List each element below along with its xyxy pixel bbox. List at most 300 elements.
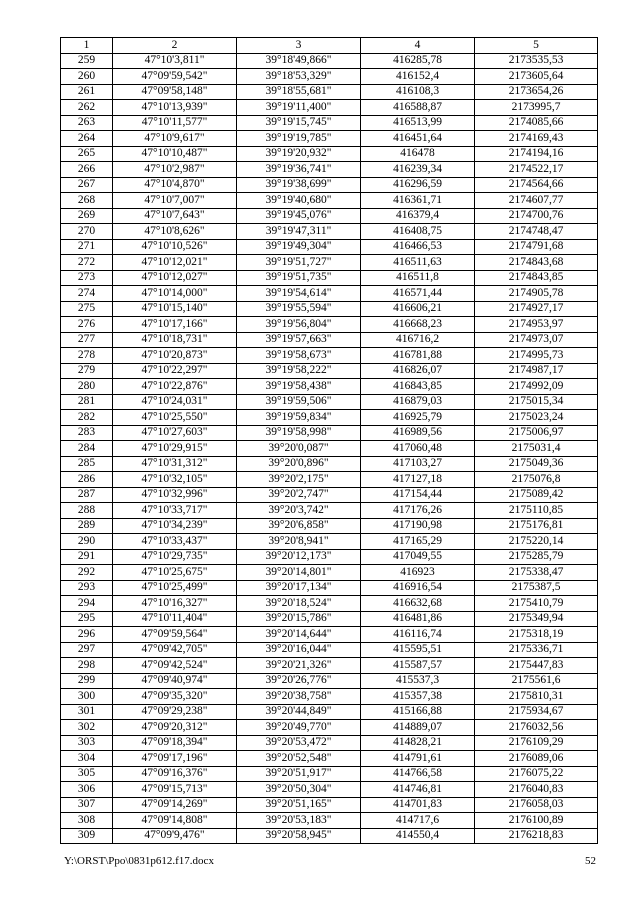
point-number-cell: 265 xyxy=(61,146,113,162)
point-number-cell: 290 xyxy=(61,534,113,550)
table-row xyxy=(61,208,598,224)
coord-y-cell: 2175220,14 xyxy=(475,534,598,550)
longitude-cell: 39°20'0,896" xyxy=(237,456,361,472)
longitude-cell: 39°20'2,175" xyxy=(237,472,361,488)
point-number-cell: 303 xyxy=(61,735,113,751)
coord-x-cell: 416781,88 xyxy=(361,348,475,364)
coord-x-cell: 417049,55 xyxy=(361,549,475,565)
point-number-cell: 305 xyxy=(61,766,113,782)
coord-x-cell: 416451,64 xyxy=(361,131,475,147)
longitude-cell: 39°19'36,741" xyxy=(237,162,361,178)
longitude-cell: 39°20'58,945" xyxy=(237,828,361,844)
table-row xyxy=(61,332,598,348)
point-number-cell: 306 xyxy=(61,782,113,798)
longitude-cell: 39°19'15,745" xyxy=(237,115,361,131)
coord-y-cell: 2175349,94 xyxy=(475,611,598,627)
latitude-cell: 47°10'11,404" xyxy=(113,611,237,627)
coord-y-cell: 2176058,03 xyxy=(475,797,598,813)
longitude-cell: 39°18'53,329" xyxy=(237,69,361,85)
latitude-cell: 47°10'22,876" xyxy=(113,379,237,395)
latitude-cell: 47°10'3,811" xyxy=(113,53,237,69)
coord-x-cell: 416925,79 xyxy=(361,410,475,426)
latitude-cell: 47°09'59,542" xyxy=(113,69,237,85)
longitude-cell: 39°19'19,785" xyxy=(237,131,361,147)
table-row xyxy=(61,735,598,751)
point-number-cell: 261 xyxy=(61,84,113,100)
table-row xyxy=(61,131,598,147)
header-row xyxy=(61,38,598,54)
longitude-cell: 39°19'45,076" xyxy=(237,208,361,224)
coord-y-cell: 2174905,78 xyxy=(475,286,598,302)
coord-y-cell: 2174953,97 xyxy=(475,317,598,333)
table-row xyxy=(61,115,598,131)
longitude-cell: 39°20'21,326" xyxy=(237,658,361,674)
latitude-cell: 47°10'15,140" xyxy=(113,301,237,317)
footer-page-number: 52 xyxy=(585,855,596,867)
table-row xyxy=(61,69,598,85)
table-row xyxy=(61,239,598,255)
longitude-cell: 39°20'14,644" xyxy=(237,627,361,643)
coord-y-cell: 2174194,16 xyxy=(475,146,598,162)
longitude-cell: 39°20'3,742" xyxy=(237,503,361,519)
coord-x-cell: 414701,83 xyxy=(361,797,475,813)
coord-x-cell: 415537,3 xyxy=(361,673,475,689)
latitude-cell: 47°10'27,603" xyxy=(113,425,237,441)
point-number-cell: 276 xyxy=(61,317,113,333)
point-number-cell: 298 xyxy=(61,658,113,674)
footer-file-path: Y:\ORST\Ppo\0831p612.f17.docx xyxy=(64,855,214,867)
longitude-cell: 39°20'8,941" xyxy=(237,534,361,550)
coord-x-cell: 414889,07 xyxy=(361,720,475,736)
table-row xyxy=(61,84,598,100)
longitude-cell: 39°19'49,304" xyxy=(237,239,361,255)
coord-x-cell: 417165,29 xyxy=(361,534,475,550)
coord-y-cell: 2173995,7 xyxy=(475,100,598,116)
coord-x-cell: 416826,07 xyxy=(361,363,475,379)
coord-x-cell: 416632,68 xyxy=(361,596,475,612)
longitude-cell: 39°19'59,834" xyxy=(237,410,361,426)
latitude-cell: 47°10'10,526" xyxy=(113,239,237,255)
longitude-cell: 39°20'26,776" xyxy=(237,673,361,689)
point-number-cell: 270 xyxy=(61,224,113,240)
longitude-cell: 39°18'55,681" xyxy=(237,84,361,100)
latitude-cell: 47°10'34,239" xyxy=(113,518,237,534)
point-number-cell: 278 xyxy=(61,348,113,364)
point-number-cell: 268 xyxy=(61,193,113,209)
table-row xyxy=(61,394,598,410)
longitude-cell: 39°19'58,998" xyxy=(237,425,361,441)
latitude-cell: 47°09'15,713" xyxy=(113,782,237,798)
point-number-cell: 274 xyxy=(61,286,113,302)
coord-y-cell: 2176032,56 xyxy=(475,720,598,736)
latitude-cell: 47°09'58,148" xyxy=(113,84,237,100)
point-number-cell: 293 xyxy=(61,580,113,596)
point-number-cell: 301 xyxy=(61,704,113,720)
coord-y-cell: 2176109,29 xyxy=(475,735,598,751)
table-row xyxy=(61,363,598,379)
coord-y-cell: 2175006,97 xyxy=(475,425,598,441)
latitude-cell: 47°10'18,731" xyxy=(113,332,237,348)
coord-x-cell: 416588,87 xyxy=(361,100,475,116)
longitude-cell: 39°20'53,472" xyxy=(237,735,361,751)
point-number-cell: 282 xyxy=(61,410,113,426)
coord-x-cell: 417190,98 xyxy=(361,518,475,534)
coord-y-cell: 2173535,53 xyxy=(475,53,598,69)
coord-y-cell: 2174564,66 xyxy=(475,177,598,193)
coord-y-cell: 2174843,85 xyxy=(475,270,598,286)
coord-x-cell: 416668,23 xyxy=(361,317,475,333)
coord-y-cell: 2174791,68 xyxy=(475,239,598,255)
point-number-cell: 266 xyxy=(61,162,113,178)
coord-y-cell: 2174973,07 xyxy=(475,332,598,348)
point-number-cell: 286 xyxy=(61,472,113,488)
point-number-cell: 264 xyxy=(61,131,113,147)
point-number-cell: 287 xyxy=(61,487,113,503)
table-row xyxy=(61,270,598,286)
table-body xyxy=(61,53,598,844)
point-number-cell: 308 xyxy=(61,813,113,829)
latitude-cell: 47°10'16,327" xyxy=(113,596,237,612)
coord-y-cell: 2174607,77 xyxy=(475,193,598,209)
longitude-cell: 39°20'12,173" xyxy=(237,549,361,565)
table-row xyxy=(61,472,598,488)
table-row xyxy=(61,611,598,627)
coord-x-cell: 416481,86 xyxy=(361,611,475,627)
point-number-cell: 291 xyxy=(61,549,113,565)
coord-y-cell: 2174748,47 xyxy=(475,224,598,240)
longitude-cell: 39°20'50,304" xyxy=(237,782,361,798)
longitude-cell: 39°19'51,727" xyxy=(237,255,361,271)
longitude-cell: 39°19'20,932" xyxy=(237,146,361,162)
table-row xyxy=(61,379,598,395)
latitude-cell: 47°10'20,873" xyxy=(113,348,237,364)
latitude-cell: 47°10'10,487" xyxy=(113,146,237,162)
point-number-cell: 273 xyxy=(61,270,113,286)
coord-x-cell: 416843,85 xyxy=(361,379,475,395)
coord-y-cell: 2175049,36 xyxy=(475,456,598,472)
table-row xyxy=(61,348,598,364)
longitude-cell: 39°20'44,849" xyxy=(237,704,361,720)
latitude-cell: 47°10'11,577" xyxy=(113,115,237,131)
point-number-cell: 279 xyxy=(61,363,113,379)
coord-y-cell: 2174522,17 xyxy=(475,162,598,178)
point-number-cell: 271 xyxy=(61,239,113,255)
coord-x-cell: 416989,56 xyxy=(361,425,475,441)
point-number-cell: 307 xyxy=(61,797,113,813)
coord-x-cell: 416466,53 xyxy=(361,239,475,255)
coord-x-cell: 416879,03 xyxy=(361,394,475,410)
point-number-cell: 294 xyxy=(61,596,113,612)
coord-y-cell: 2174987,17 xyxy=(475,363,598,379)
latitude-cell: 47°10'2,987" xyxy=(113,162,237,178)
coord-y-cell: 2175031,4 xyxy=(475,441,598,457)
coord-y-cell: 2175176,81 xyxy=(475,518,598,534)
coord-x-cell: 417154,44 xyxy=(361,487,475,503)
coord-y-cell: 2174085,66 xyxy=(475,115,598,131)
longitude-cell: 39°20'52,548" xyxy=(237,751,361,767)
latitude-cell: 47°10'9,617" xyxy=(113,131,237,147)
table-row xyxy=(61,410,598,426)
latitude-cell: 47°10'22,297" xyxy=(113,363,237,379)
coord-y-cell: 2176218,83 xyxy=(475,828,598,844)
longitude-cell: 39°19'40,680" xyxy=(237,193,361,209)
coord-y-cell: 2175336,71 xyxy=(475,642,598,658)
table-row xyxy=(61,146,598,162)
coord-y-cell: 2175110,85 xyxy=(475,503,598,519)
coord-x-cell: 416923 xyxy=(361,565,475,581)
header-cell-1: 1 xyxy=(61,38,113,54)
coord-x-cell: 417103,27 xyxy=(361,456,475,472)
coord-x-cell: 416511,63 xyxy=(361,255,475,271)
longitude-cell: 39°19'58,673" xyxy=(237,348,361,364)
latitude-cell: 47°10'7,643" xyxy=(113,208,237,224)
longitude-cell: 39°20'16,044" xyxy=(237,642,361,658)
coord-x-cell: 416296,59 xyxy=(361,177,475,193)
coord-y-cell: 2174843,68 xyxy=(475,255,598,271)
longitude-cell: 39°20'53,183" xyxy=(237,813,361,829)
point-number-cell: 295 xyxy=(61,611,113,627)
longitude-cell: 39°18'49,866" xyxy=(237,53,361,69)
coord-x-cell: 416361,71 xyxy=(361,193,475,209)
table-row xyxy=(61,565,598,581)
coord-x-cell: 417176,26 xyxy=(361,503,475,519)
point-number-cell: 289 xyxy=(61,518,113,534)
latitude-cell: 47°09'40,974" xyxy=(113,673,237,689)
coord-y-cell: 2174995,73 xyxy=(475,348,598,364)
table-row xyxy=(61,766,598,782)
table-row xyxy=(61,549,598,565)
latitude-cell: 47°10'33,717" xyxy=(113,503,237,519)
latitude-cell: 47°10'25,499" xyxy=(113,580,237,596)
longitude-cell: 39°20'51,917" xyxy=(237,766,361,782)
coord-x-cell: 414766,58 xyxy=(361,766,475,782)
coord-x-cell: 414791,61 xyxy=(361,751,475,767)
point-number-cell: 299 xyxy=(61,673,113,689)
coordinates-table-container xyxy=(60,37,597,844)
table-row xyxy=(61,689,598,705)
longitude-cell: 39°20'18,524" xyxy=(237,596,361,612)
longitude-cell: 39°20'51,165" xyxy=(237,797,361,813)
point-number-cell: 263 xyxy=(61,115,113,131)
longitude-cell: 39°19'56,804" xyxy=(237,317,361,333)
coord-x-cell: 416108,3 xyxy=(361,84,475,100)
latitude-cell: 47°10'25,675" xyxy=(113,565,237,581)
point-number-cell: 297 xyxy=(61,642,113,658)
latitude-cell: 47°09'35,320" xyxy=(113,689,237,705)
coord-x-cell: 415166,88 xyxy=(361,704,475,720)
coord-y-cell: 2175447,83 xyxy=(475,658,598,674)
coord-y-cell: 2174169,43 xyxy=(475,131,598,147)
latitude-cell: 47°09'20,312" xyxy=(113,720,237,736)
coord-x-cell: 417060,48 xyxy=(361,441,475,457)
point-number-cell: 304 xyxy=(61,751,113,767)
coord-x-cell: 417127,18 xyxy=(361,472,475,488)
latitude-cell: 47°09'14,269" xyxy=(113,797,237,813)
point-number-cell: 284 xyxy=(61,441,113,457)
coord-y-cell: 2175934,67 xyxy=(475,704,598,720)
coord-y-cell: 2175285,79 xyxy=(475,549,598,565)
latitude-cell: 47°09'14,808" xyxy=(113,813,237,829)
longitude-cell: 39°20'6,858" xyxy=(237,518,361,534)
table-row xyxy=(61,580,598,596)
coord-x-cell: 416379,4 xyxy=(361,208,475,224)
table-row xyxy=(61,534,598,550)
table-row xyxy=(61,503,598,519)
table-row xyxy=(61,642,598,658)
table-row xyxy=(61,456,598,472)
coord-x-cell: 414828,21 xyxy=(361,735,475,751)
longitude-cell: 39°19'57,663" xyxy=(237,332,361,348)
table-row xyxy=(61,797,598,813)
coord-x-cell: 415587,57 xyxy=(361,658,475,674)
point-number-cell: 280 xyxy=(61,379,113,395)
point-number-cell: 296 xyxy=(61,627,113,643)
point-number-cell: 262 xyxy=(61,100,113,116)
longitude-cell: 39°20'2,747" xyxy=(237,487,361,503)
coord-y-cell: 2175410,79 xyxy=(475,596,598,612)
coord-y-cell: 2175015,34 xyxy=(475,394,598,410)
point-number-cell: 302 xyxy=(61,720,113,736)
point-number-cell: 277 xyxy=(61,332,113,348)
table-row xyxy=(61,704,598,720)
coord-y-cell: 2175089,42 xyxy=(475,487,598,503)
coordinates-table xyxy=(60,37,598,844)
coord-y-cell: 2175561,6 xyxy=(475,673,598,689)
coord-x-cell: 416116,74 xyxy=(361,627,475,643)
longitude-cell: 39°19'55,594" xyxy=(237,301,361,317)
table-row xyxy=(61,658,598,674)
table-row xyxy=(61,162,598,178)
point-number-cell: 300 xyxy=(61,689,113,705)
point-number-cell: 309 xyxy=(61,828,113,844)
point-number-cell: 292 xyxy=(61,565,113,581)
table-row xyxy=(61,224,598,240)
latitude-cell: 47°10'17,166" xyxy=(113,317,237,333)
coord-x-cell: 416571,44 xyxy=(361,286,475,302)
latitude-cell: 47°10'13,939" xyxy=(113,100,237,116)
coord-x-cell: 415595,51 xyxy=(361,642,475,658)
header-cell-3: 3 xyxy=(237,38,361,54)
longitude-cell: 39°20'49,770" xyxy=(237,720,361,736)
coord-y-cell: 2176075,22 xyxy=(475,766,598,782)
coord-x-cell: 416513,99 xyxy=(361,115,475,131)
coord-x-cell: 416478 xyxy=(361,146,475,162)
latitude-cell: 47°09'59,564" xyxy=(113,627,237,643)
table-row xyxy=(61,193,598,209)
latitude-cell: 47°10'25,550" xyxy=(113,410,237,426)
latitude-cell: 47°10'14,000" xyxy=(113,286,237,302)
latitude-cell: 47°10'29,735" xyxy=(113,549,237,565)
latitude-cell: 47°09'17,196" xyxy=(113,751,237,767)
longitude-cell: 39°19'58,438" xyxy=(237,379,361,395)
latitude-cell: 47°10'8,626" xyxy=(113,224,237,240)
point-number-cell: 272 xyxy=(61,255,113,271)
latitude-cell: 47°10'12,021" xyxy=(113,255,237,271)
latitude-cell: 47°09'29,238" xyxy=(113,704,237,720)
coord-x-cell: 416285,78 xyxy=(361,53,475,69)
coord-x-cell: 416239,34 xyxy=(361,162,475,178)
table-row xyxy=(61,100,598,116)
coord-x-cell: 416606,21 xyxy=(361,301,475,317)
longitude-cell: 39°19'59,506" xyxy=(237,394,361,410)
coord-x-cell: 416716,2 xyxy=(361,332,475,348)
coord-x-cell: 415357,38 xyxy=(361,689,475,705)
table-row xyxy=(61,518,598,534)
point-number-cell: 285 xyxy=(61,456,113,472)
coord-x-cell: 414550,4 xyxy=(361,828,475,844)
point-number-cell: 259 xyxy=(61,53,113,69)
longitude-cell: 39°20'14,801" xyxy=(237,565,361,581)
coord-y-cell: 2173654,26 xyxy=(475,84,598,100)
header-cell-4: 4 xyxy=(361,38,475,54)
latitude-cell: 47°09'42,705" xyxy=(113,642,237,658)
longitude-cell: 39°19'54,614" xyxy=(237,286,361,302)
table-row xyxy=(61,751,598,767)
table-row xyxy=(61,627,598,643)
table-row xyxy=(61,441,598,457)
table-row xyxy=(61,301,598,317)
longitude-cell: 39°19'51,735" xyxy=(237,270,361,286)
latitude-cell: 47°10'4,870" xyxy=(113,177,237,193)
latitude-cell: 47°09'16,376" xyxy=(113,766,237,782)
table-row xyxy=(61,425,598,441)
latitude-cell: 47°10'29,915" xyxy=(113,441,237,457)
table-row xyxy=(61,53,598,69)
coord-x-cell: 416408,75 xyxy=(361,224,475,240)
table-row xyxy=(61,782,598,798)
latitude-cell: 47°09'9,476" xyxy=(113,828,237,844)
coord-y-cell: 2175387,5 xyxy=(475,580,598,596)
table-row xyxy=(61,487,598,503)
coord-x-cell: 414717,6 xyxy=(361,813,475,829)
latitude-cell: 47°10'32,105" xyxy=(113,472,237,488)
point-number-cell: 275 xyxy=(61,301,113,317)
latitude-cell: 47°10'7,007" xyxy=(113,193,237,209)
latitude-cell: 47°10'33,437" xyxy=(113,534,237,550)
table-row xyxy=(61,673,598,689)
coord-y-cell: 2174992,09 xyxy=(475,379,598,395)
table-row xyxy=(61,828,598,844)
longitude-cell: 39°20'0,087" xyxy=(237,441,361,457)
coord-y-cell: 2175023,24 xyxy=(475,410,598,426)
point-number-cell: 260 xyxy=(61,69,113,85)
header-cell-2: 2 xyxy=(113,38,237,54)
point-number-cell: 281 xyxy=(61,394,113,410)
coord-y-cell: 2175810,31 xyxy=(475,689,598,705)
table-row xyxy=(61,286,598,302)
latitude-cell: 47°10'31,312" xyxy=(113,456,237,472)
table-header xyxy=(61,38,598,54)
table-row xyxy=(61,317,598,333)
coord-y-cell: 2174700,76 xyxy=(475,208,598,224)
point-number-cell: 283 xyxy=(61,425,113,441)
header-cell-5: 5 xyxy=(475,38,598,54)
table-row xyxy=(61,813,598,829)
coord-y-cell: 2175318,19 xyxy=(475,627,598,643)
table-row xyxy=(61,255,598,271)
coord-y-cell: 2175338,47 xyxy=(475,565,598,581)
longitude-cell: 39°20'38,758" xyxy=(237,689,361,705)
coord-y-cell: 2174927,17 xyxy=(475,301,598,317)
point-number-cell: 288 xyxy=(61,503,113,519)
longitude-cell: 39°20'17,134" xyxy=(237,580,361,596)
coord-x-cell: 416916,54 xyxy=(361,580,475,596)
longitude-cell: 39°20'15,786" xyxy=(237,611,361,627)
table-row xyxy=(61,596,598,612)
latitude-cell: 47°10'32,996" xyxy=(113,487,237,503)
point-number-cell: 269 xyxy=(61,208,113,224)
coord-y-cell: 2173605,64 xyxy=(475,69,598,85)
